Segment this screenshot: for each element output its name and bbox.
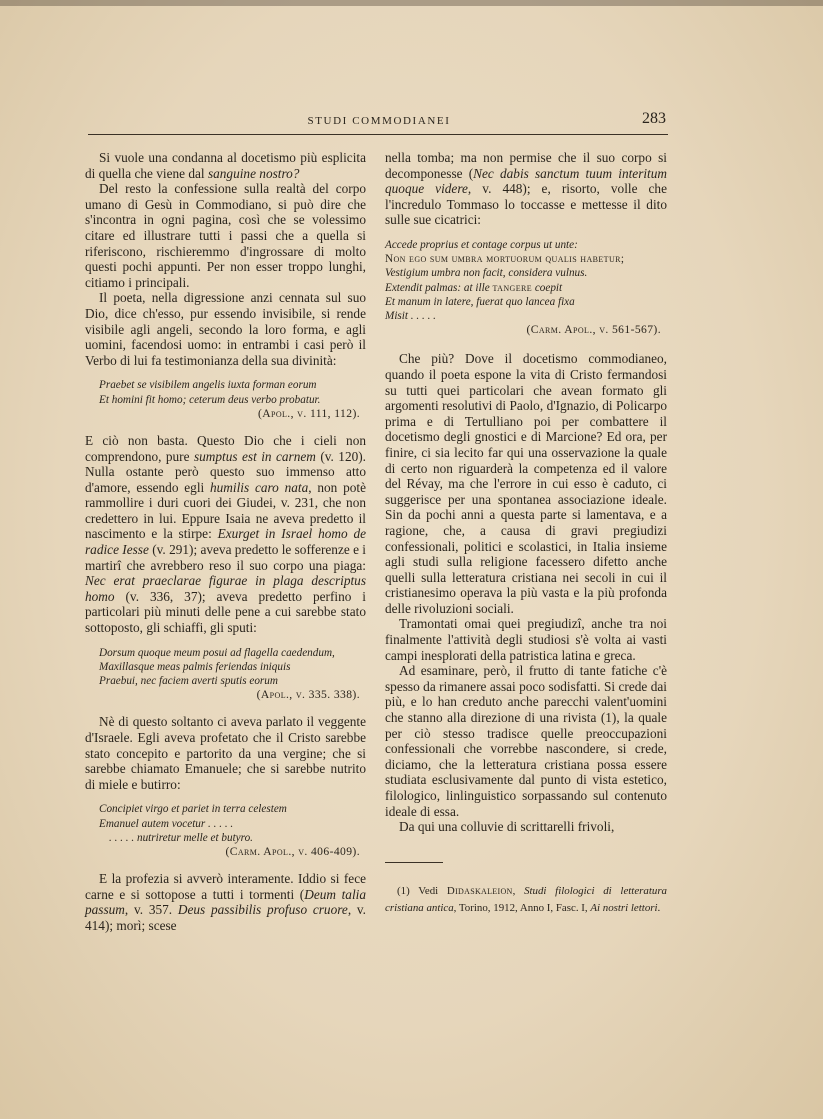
italic-text: Exurget in Israel homo de radice Iesse [85, 526, 367, 558]
paragraph: Nè di questo soltanto ci aveva parlato il veggente d'Israele. Egli aveva profetato che il Cristo sarebbe stato concepito e partorito da una vergine; che si sarebbe chiamato Emanuele; che si sarebbe nutrito di miele e butirro: [85, 714, 366, 792]
text: (v. 291); aveva predetto le sofferenze e i martirî che avrebbero reso il suo corpo una piaga: [85, 542, 366, 573]
running-head [90, 112, 668, 136]
latin-quote [99, 646, 366, 703]
quote-line: Dorsum quoque meum posui ad flagella caedendum, [99, 646, 335, 659]
quote-reference: (Carm. Apol., v. 406-409). [225, 845, 360, 859]
text: Extendit palmas: at ille [385, 281, 493, 294]
italic-text: Deum talia passum [85, 886, 366, 918]
quote-line: Maxillasque meas palmis feriendas iniquis [99, 660, 291, 673]
paragraph: Del resto la confessione sulla realtà del corpo umano di Gesù in Commodiano, si può dire che s'incontra in ogni pagina, così che se volessimo citare ed illustrare tutti i passi che a quella si riferiscono, rischieremmo d'ingrossare di molto questi pochi appunti. Per non esser troppo lunghi, citiamo i principali. [85, 181, 366, 290]
quote-line: Praebet se visibilem angelis iuxta forman eorum [99, 379, 317, 392]
quote-line: Praebui, nec faciem averti sputis eorum [99, 675, 278, 688]
paragraph [85, 150, 366, 181]
quote-line: Accede proprius et contage corpus ut unte: [385, 238, 578, 251]
paragraph [385, 150, 667, 228]
italic-text: Nec erat praeclarae figurae in plaga descriptus homo [85, 573, 366, 604]
italic-text: humilis caro nata [210, 479, 309, 495]
quote-reference: (Apol., v. 335. 338). [256, 688, 360, 702]
text: . [657, 902, 661, 914]
running-title: STUDI COMMODIANEI [307, 115, 451, 127]
page-top-edge [0, 0, 823, 6]
text: nella tomba; ma non permise che il suo corpo si decomponesse ( [385, 150, 667, 181]
paragraph: Ad esaminare, però, il frutto di tante fatiche c'è spesso da rimanere assai poco sodisfatti. Si crede dai più, e lo han creduto anche parecchi valent'uomini che stanno alla direzione di una rivista (1), la quale per ciò stesso tradisce quelle preoccupazioni confessionali che vorrebbe nascondere, si crede, diciamo, che la letteratura cristiana possa essere studiata esclusivamente dal punto di vista estetico, filologico, linlinguistico sorpassando sul contenuto ideale di essa. [385, 663, 667, 819]
text: (1) Vedi [397, 885, 447, 897]
footnote [385, 883, 667, 917]
text: coepit [532, 281, 563, 294]
latin-quote [99, 802, 366, 859]
quote-line: Misit . . . . . [385, 309, 436, 322]
right-column [385, 150, 667, 835]
quote-reference: (Apol., v. 111, 112). [257, 406, 360, 420]
smallcaps-text: Didaskaleion [446, 885, 513, 897]
quote-line: Et homini fit homo; ceterum deus verbo probatur. [99, 393, 321, 406]
latin-quote [385, 238, 667, 337]
paragraph: Tramontati omai quei pregiudizî, anche tra noi finalmente l'attività degli studiosi s'è volta ai vasti campi inesplorati della patristica latina e greca. [385, 616, 667, 663]
quote-line: Et manum in latere, fuerat quo lancea fixa [385, 295, 575, 308]
text: (v. 336, 37); aveva predetto perfino i particolari più minuti delle pene a cui sarebbe stato sottoposto, gli schiaffi, gli sputi: [85, 588, 366, 636]
text: , [512, 885, 525, 897]
paragraph: Il poeta, nella digressione anzi cennata sul suo Dio, dice ch'esso, pur essendo invisibile, si rende visibile agli angeli, secondo la loro forma, e agli uomini, facendosi uomo: in entrambi i casi però il Verbo di lui fa testimonianza della sua divinità: [85, 290, 366, 368]
italic-text: sumptus est in carnem [193, 448, 316, 464]
text: (v. 120). Nulla ostante però questo suo immenso atto d'amore, essendo egli [85, 448, 366, 495]
quote-reference: (Carm. Apol., v. 561-567). [526, 323, 661, 337]
italic-text: sanguine nostro? [207, 165, 300, 181]
quote-line: . . . . . nutriretur melle et butyro. [109, 831, 253, 844]
text: , non potè rammollire i duri cuori dei Giudei, v. 231, che non credettero in lui. Eppure Isaia ne aveva predetto il nascimento e la stirpe: [85, 479, 367, 542]
italic-text: Studi filologici di letteratura cristiana antica [385, 885, 667, 914]
page-number: 283 [642, 110, 666, 127]
italic-text: Deus passibilis profuso cruore [177, 902, 348, 918]
paragraph: Da qui una colluvie di scrittarelli frivoli, [399, 819, 615, 835]
text: , v. 448); e, risorto, volle che l'incredulo Tommaso lo toccasse e mettesse il dito sulle sue cicatrici: [385, 181, 667, 228]
text: E ciò non basta. Questo Dio che i cieli non comprendono, pure [85, 432, 366, 464]
footnote-rule [385, 862, 443, 863]
quote-line: Concipiet virgo et pariet in terra celestem [99, 803, 287, 816]
quote-line: Non ego sum umbra mortuorum qualis habetur; [385, 253, 625, 266]
quote-line: Vestigium umbra non facit, considera vulnus. [385, 267, 588, 280]
text: Si vuole una condanna al docetismo più esplicita di quella che viene dal [85, 150, 366, 181]
italic-text: Ai nostri lettori [590, 902, 658, 914]
header-rule [88, 134, 668, 135]
smallcaps-text: tangere [492, 281, 533, 294]
paragraph: Che più? Dove il docetismo commodianeo, quando il poeta espone la vita di Cristo fermandosi su tutti quei particolari che avean formato gli argomenti resolutivi di Paolo, d'Ignazio, di Policarpo prima e di Tertulliano poi per combattere il docetismo degli gnostici e di Marcione? Ed ora, per finire, ci sia lecito far qui una osservazione la quale di certo non riguarderà la competenza ed il valore del Révay, ma che l'errore in cui esso è caduto, ci suggerisce per una spontanea associazione ideale. Sin da pochi anni a questa parte si lamentava, e a ragione, che, a causa di gravi pregiudizi confessionali, politici e scolastici, in Italia insieme agli studi sulla religione facessero difetto anche quelli sulla letteratura cristiana nei secoli in cui il cristianesimo operava la più vasta e la più profonda delle rivoluzioni sociali. [385, 351, 667, 616]
quote-line: Emanuel autem vocetur . . . . . [99, 817, 234, 830]
paragraph [85, 433, 366, 636]
quote-line [385, 281, 667, 295]
paragraph [85, 871, 366, 933]
text: , v. 357. [124, 902, 178, 918]
italic-text: Nec dabis sanctum tuum interitum quoque videre [385, 165, 668, 197]
left-column [85, 150, 366, 934]
text: E la profezia si avverò interamente. Iddio si fece carne e si sottopose a tutti i tormenti ( [85, 871, 366, 902]
latin-quote [99, 378, 366, 421]
text: , v. 414); morì; scese [85, 902, 366, 934]
text: , Torino, 1912, Anno I, Fasc. I, [453, 902, 591, 914]
